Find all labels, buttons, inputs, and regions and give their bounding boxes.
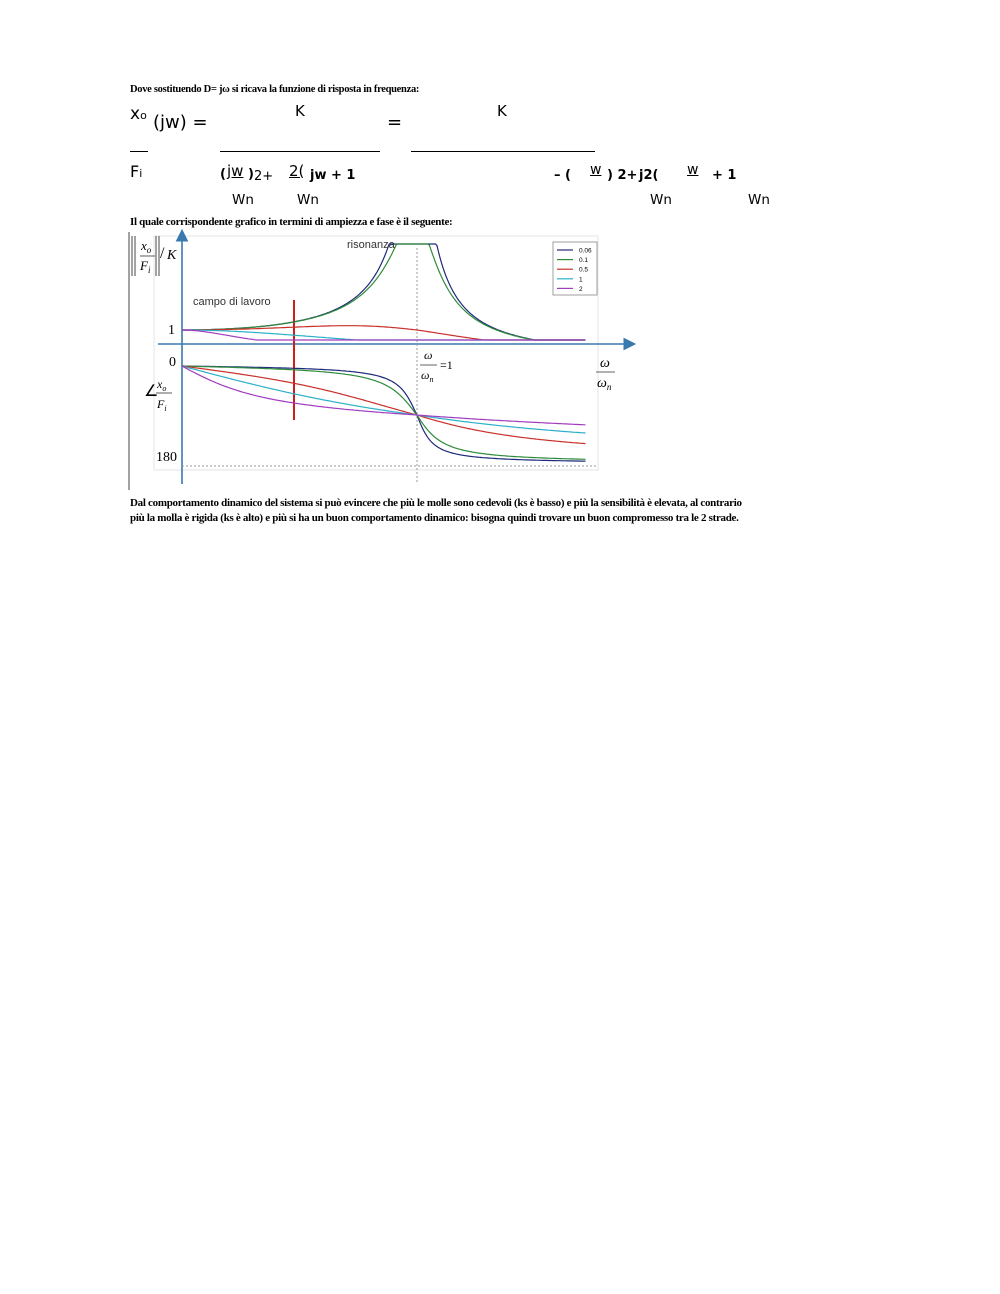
mag-label-xo: $x_o$ xyxy=(141,238,152,255)
magnitude-curves xyxy=(182,244,589,340)
formula-jw: (jw) = xyxy=(153,112,208,133)
fraction-bar-left xyxy=(130,151,148,152)
formula-minus-open: – ( xyxy=(554,168,571,183)
formula-k-numerator-2: K xyxy=(497,102,507,120)
legend-label-0.1: 0.1 xyxy=(579,257,589,265)
chart-caption: Il quale corrispondente grafico in termini di ampiezza e fase è il seguente: xyxy=(130,216,453,228)
tick-label-0: 0 xyxy=(169,355,176,370)
formula-square-2: ) 2+ xyxy=(607,168,638,183)
phase-curve-zeta-1 xyxy=(182,366,586,433)
figure-frame xyxy=(154,236,598,470)
fraction-bar-middle xyxy=(220,151,380,152)
formula-fi: Fi xyxy=(130,162,143,181)
svg-text:/: / xyxy=(160,245,165,262)
formula-jw-over-wn: jw xyxy=(227,162,244,180)
phase-curves xyxy=(182,366,586,461)
x-marker-label xyxy=(420,348,453,384)
formula-plus-1: + 1 xyxy=(712,168,737,183)
svg-text:ωn: $\omega_n$ xyxy=(421,368,434,384)
formula-j2-zeta: j2( xyxy=(639,168,659,183)
page-header-mark xyxy=(490,0,495,1)
legend-label-0.06: 0.06 xyxy=(579,247,592,255)
formula-equals: = xyxy=(387,112,403,133)
mag-label-k: K xyxy=(167,248,177,263)
svg-text:=1: =1 xyxy=(440,358,453,372)
svg-text:Fi: $F_i$ xyxy=(157,397,167,413)
magnitude-curve-zeta-0.06 xyxy=(182,244,589,340)
formula-w-over-wn-2: w xyxy=(687,162,699,178)
paragraph-line-2: più la molla è rigida (ks è alto) e più si ha un buon comportamento dinamico: bisogna quindi trovare un buon compromesso tra le 2 strade. xyxy=(130,512,739,524)
formula-wn-2: Wn xyxy=(297,192,319,208)
svg-text:ω: ω xyxy=(424,348,433,362)
legend-label-1: 1 xyxy=(579,276,583,284)
chart-legend xyxy=(553,242,597,295)
svg-text:ω: ω xyxy=(600,356,610,371)
tick-label-180: 180 xyxy=(156,450,177,465)
paragraph-line-1: Dal comportamento dinamico del sistema si può evincere che più le molle sono cedevoli (ks è basso) e più la sensibilità è elevata, al contrario xyxy=(130,497,742,509)
formula-wn-3: Wn xyxy=(650,192,672,208)
formula-k-numerator-1: K xyxy=(295,102,305,120)
legend-label-0.5: 0.5 xyxy=(579,266,589,274)
intro-text: Dove sostituendo D= jω si ricava la funzione di risposta in frequenza: xyxy=(130,84,420,95)
formula-jw-close: ) xyxy=(248,167,254,182)
formula-w-over-wn-1: w xyxy=(590,162,602,178)
formula-wn-4: Wn xyxy=(748,192,770,208)
mag-label-fi: $F_i$ xyxy=(140,258,151,275)
phase-curve-zeta-0.06 xyxy=(182,366,586,461)
fraction-bar-right xyxy=(411,151,595,152)
formula-jw-open: ( xyxy=(220,167,226,182)
annotation-working-range: campo di lavoro xyxy=(193,296,271,308)
phase-axis-label xyxy=(144,377,172,413)
formula-xo: xo xyxy=(130,104,147,124)
x-axis-label xyxy=(596,356,615,392)
formula-square-1: 2+ xyxy=(254,169,274,184)
formula-two-zeta: 2( xyxy=(289,162,305,180)
tick-label-1: 1 xyxy=(168,323,175,338)
formula-wn-1: Wn xyxy=(232,192,254,208)
annotation-resonance: risonanza xyxy=(347,239,395,251)
svg-text:ωn: $\omega_n$ xyxy=(597,376,612,392)
svg-text:xo: $x_o$ xyxy=(157,377,167,393)
phase-angle-symbol: ∠ xyxy=(144,383,159,400)
formula-jw-plus-1: jw + 1 xyxy=(310,168,356,183)
bode-plot xyxy=(128,228,640,492)
legend-label-2: 2 xyxy=(579,285,583,293)
